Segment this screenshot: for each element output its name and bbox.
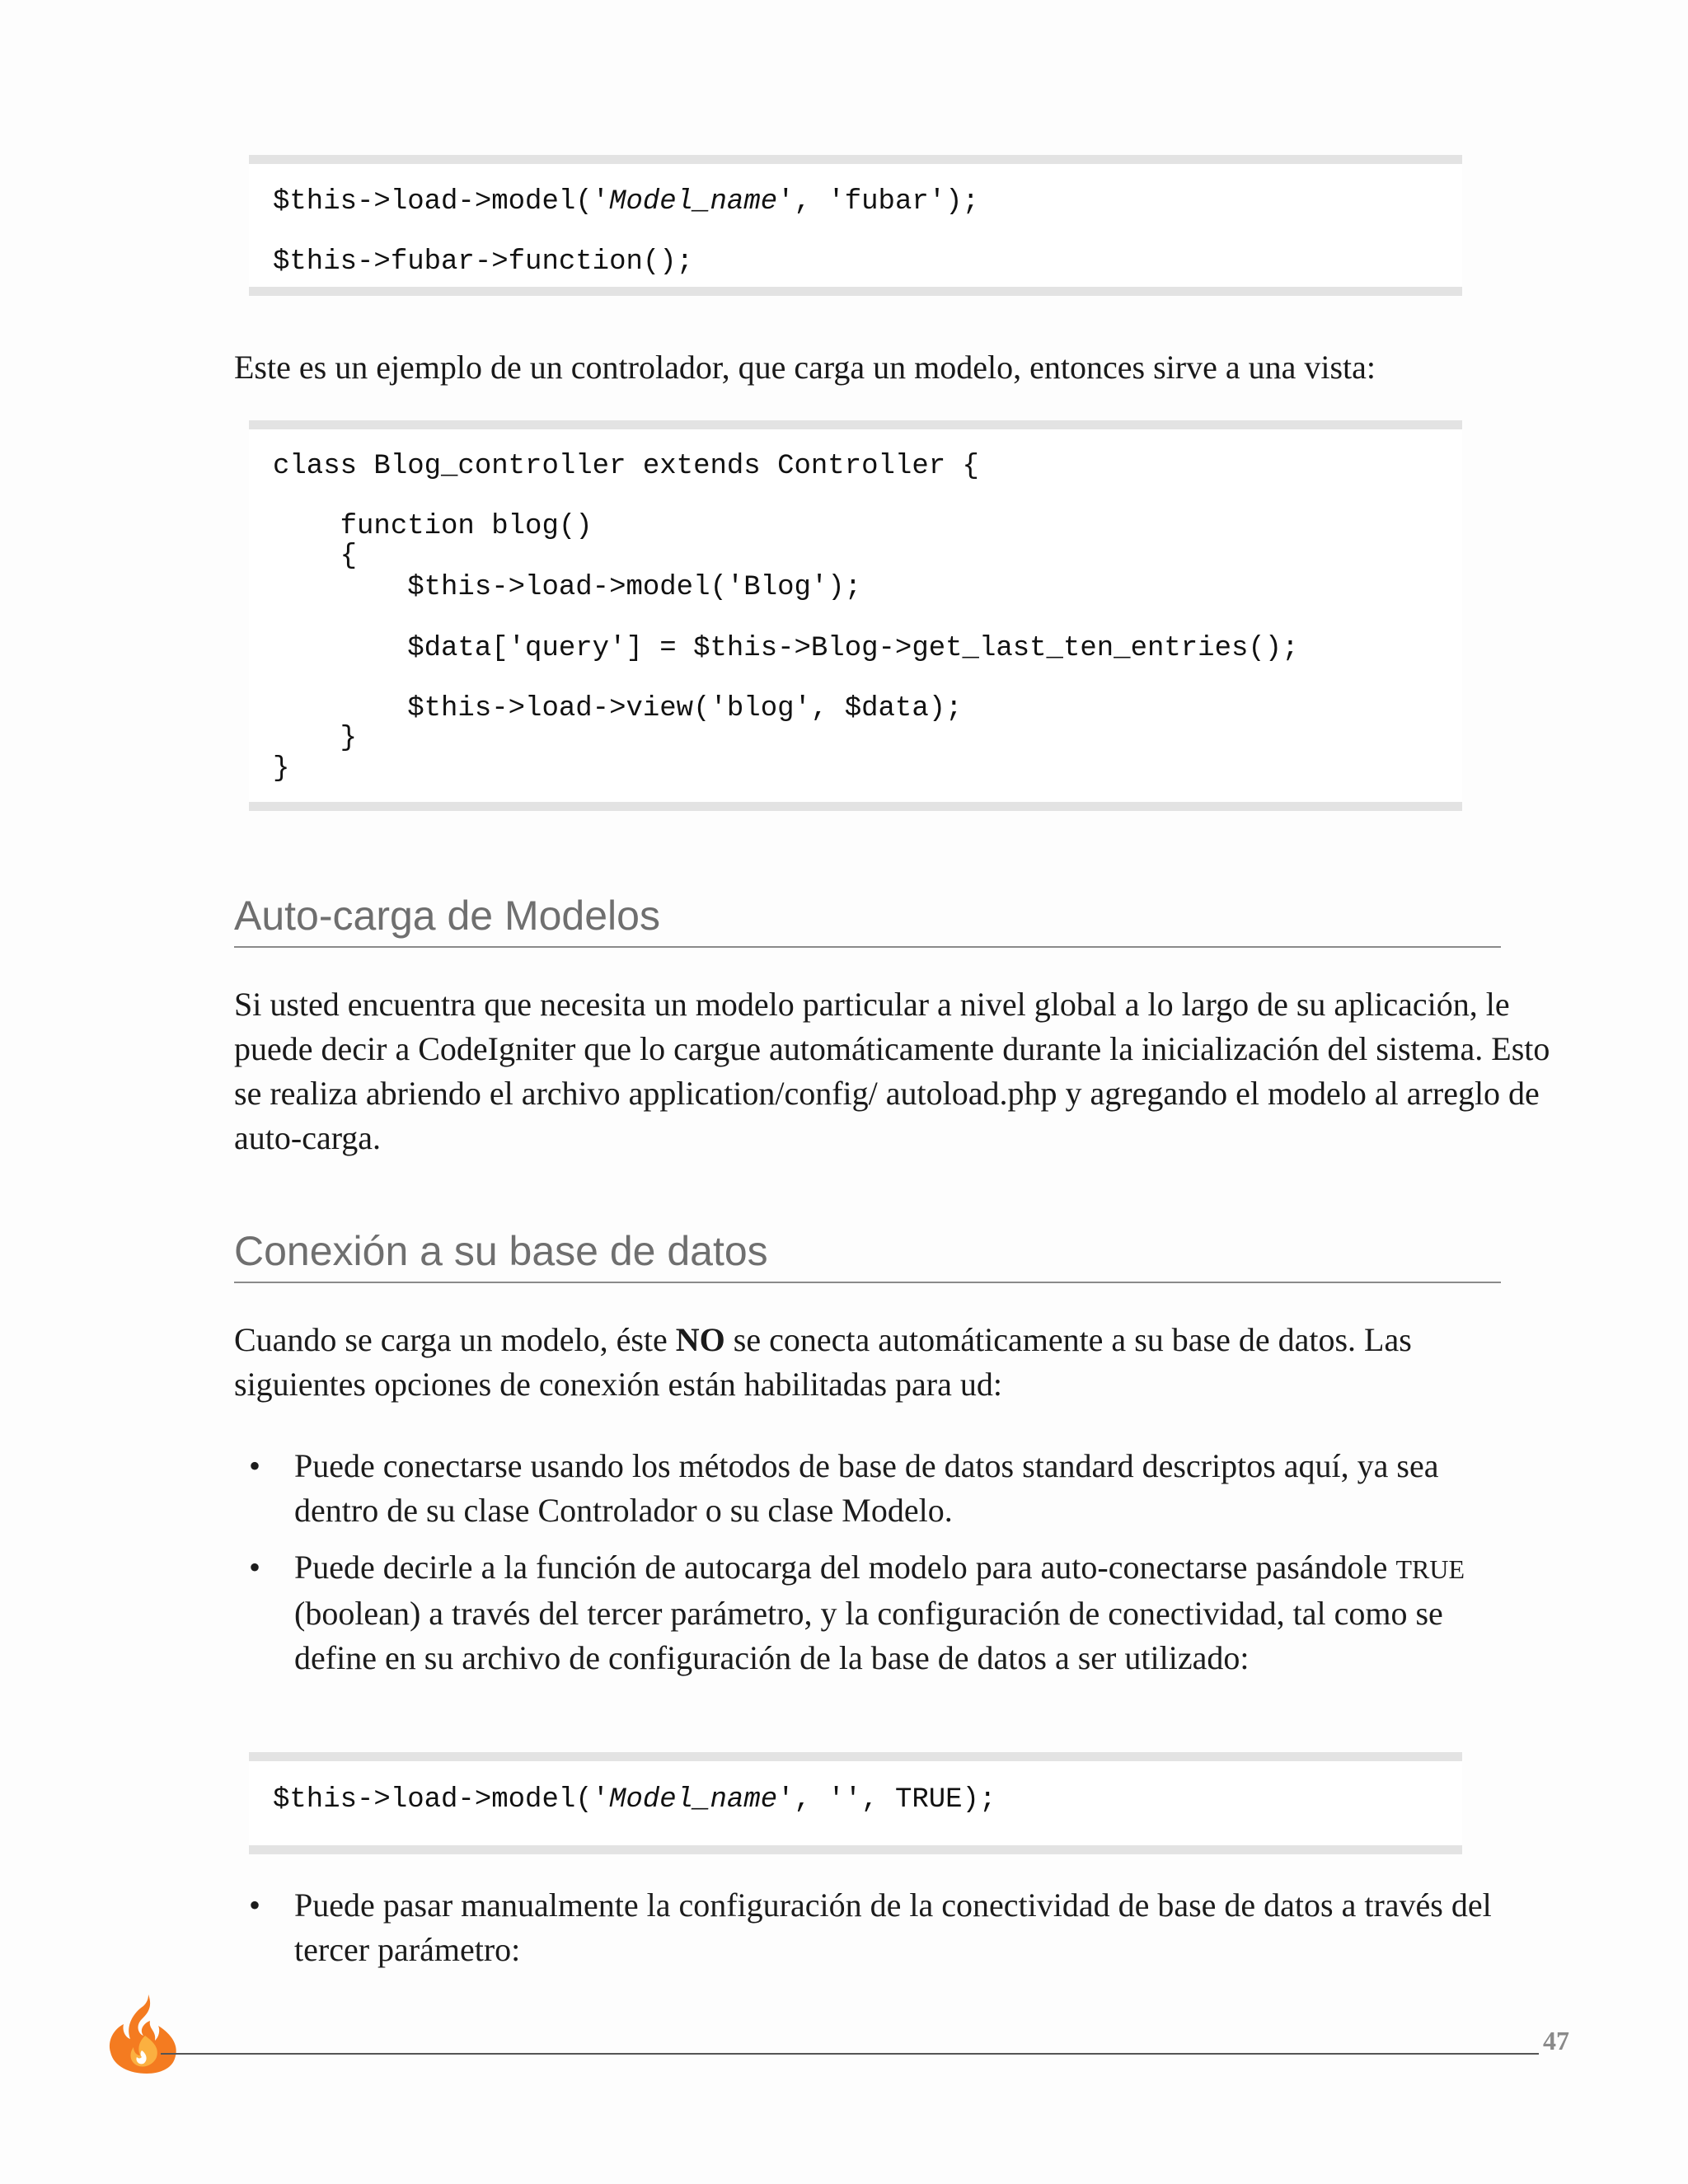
code-line: $this->load->model('Model_name', '', TRUE); bbox=[273, 1784, 996, 1816]
code-line: } bbox=[273, 723, 358, 754]
bullet-symbol: • bbox=[249, 1447, 261, 1484]
heading-auto-carga: Auto-carga de Modelos bbox=[234, 890, 1501, 948]
paragraph-intro: Este es un ejemplo de un controlador, que carga un modelo, entonces sirve a una vista: bbox=[234, 349, 1376, 386]
list-item: Puede pasar manualmente la configuración de la conectividad de base de datos a través del tercer parámetro: bbox=[294, 1886, 1492, 1968]
code-line: } bbox=[273, 753, 290, 785]
code-line: function blog() bbox=[273, 511, 593, 542]
code-line: class Blog_controller extends Controller { bbox=[273, 451, 979, 482]
page-number: 47 bbox=[1543, 2026, 1569, 2055]
code-line: $this->load->model('Blog'); bbox=[273, 572, 862, 603]
code-line: $data['query'] = $this->Blog->get_last_ten_entries(); bbox=[273, 633, 1299, 664]
code-line: $this->fubar->function(); bbox=[273, 246, 694, 278]
true-keyword: TRUE bbox=[1395, 1554, 1465, 1584]
bold-no: NO bbox=[675, 1321, 725, 1358]
code-block-blog-controller bbox=[249, 420, 1462, 811]
code-line: $this->load->view('blog', $data); bbox=[273, 693, 963, 724]
codeigniter-flame-icon bbox=[106, 1993, 181, 2075]
code-block-load-model bbox=[249, 155, 1462, 296]
list-item: Puede conectarse usando los métodos de base de datos standard descriptos aquí, ya sea dentro de su clase Controlador o su clase Modelo. bbox=[294, 1447, 1439, 1529]
footer-rule bbox=[161, 2053, 1539, 2055]
bullet-symbol: • bbox=[249, 1549, 261, 1586]
paragraph-connect: Cuando se carga un modelo, éste NO se conecta automáticamente a su base de datos. Las siguientes opciones de conexión están habilitadas para ud: bbox=[234, 1321, 1412, 1403]
heading-conexion: Conexión a su base de datos bbox=[234, 1226, 1501, 1283]
paragraph-autoload: Si usted encuentra que necesita un modelo particular a nivel global a lo largo de su aplicación, le puede decir a CodeIgniter que lo cargue automáticamente durante la inicialización del sistema. Esto se realiza abriendo el archivo application/config/ autoload.php y agregando el modelo al arreglo de auto-carga. bbox=[234, 986, 1550, 1156]
code-line: { bbox=[273, 541, 358, 572]
bullet-symbol: • bbox=[249, 1886, 261, 1924]
list-item: Puede decirle a la función de autocarga del modelo para auto-conectarse pasándole TRUE (boolean) a través del tercer parámetro, y la configuración de conectividad, tal como se define en su archivo de configuración de la base de datos a ser utilizado: bbox=[294, 1549, 1465, 1676]
code-block-autoconnect bbox=[249, 1752, 1462, 1854]
code-line: $this->load->model('Model_name', 'fubar'); bbox=[273, 186, 979, 218]
